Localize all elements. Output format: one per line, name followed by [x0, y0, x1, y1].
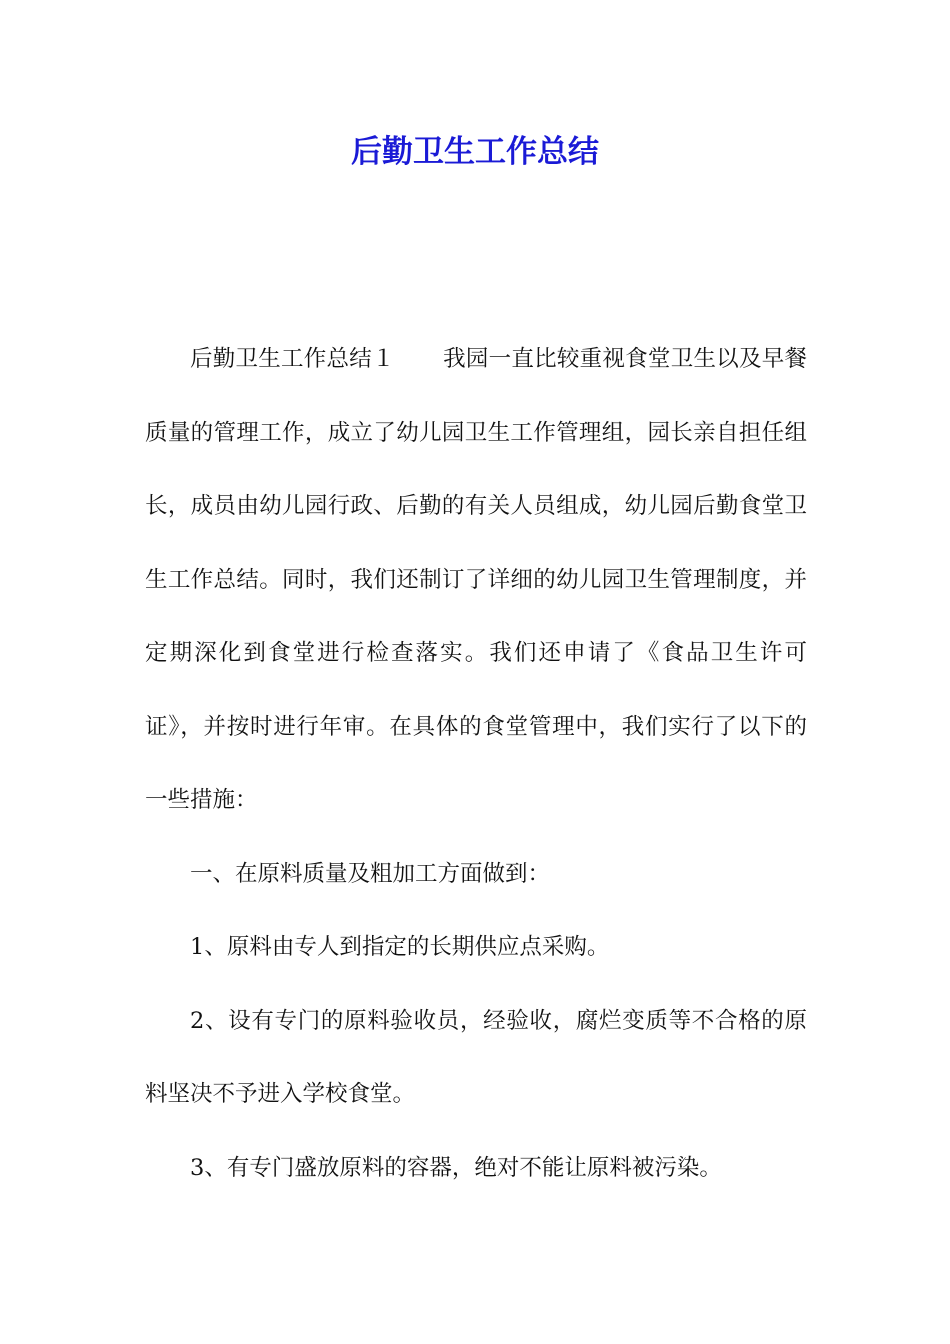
document-body [145, 323, 807, 1205]
paragraph-1 [145, 323, 807, 838]
paragraph-2: 一、在原料质量及粗加工方面做到： [190, 860, 551, 887]
paragraph-4: 2、设有专门的原料验收员，经验收，腐烂变质等不合格的原料坚决不予进入学校食堂。 [145, 1007, 807, 1107]
document-title: 后勤卫生工作总结 [351, 134, 599, 170]
paragraph-3: 1、原料由专人到指定的长期供应点采购。 [190, 934, 610, 960]
paragraph-5: 3、有专门盛放原料的容器，绝对不能让原料被污染。 [190, 1154, 722, 1181]
paragraph-1-text: 我园一直比较重视食堂卫生以及早餐质量的管理工作，成立了幼儿园卫生工作管理组，园长亲自担任组长，成员由幼儿园行政、后勤的有关人员组成，幼儿园后勤食堂卫生工作总结。同时，我们还制订了详细的幼儿园卫生管理制度，并定期深化到食堂进行检查落实。我们还申请了《食品卫生许可证》，并按时进行年审。在具体的食堂管理中，我们实行了以下的一些措施： [145, 346, 807, 813]
paragraph-1-lead: 后勤卫生工作总结１ [190, 346, 395, 372]
